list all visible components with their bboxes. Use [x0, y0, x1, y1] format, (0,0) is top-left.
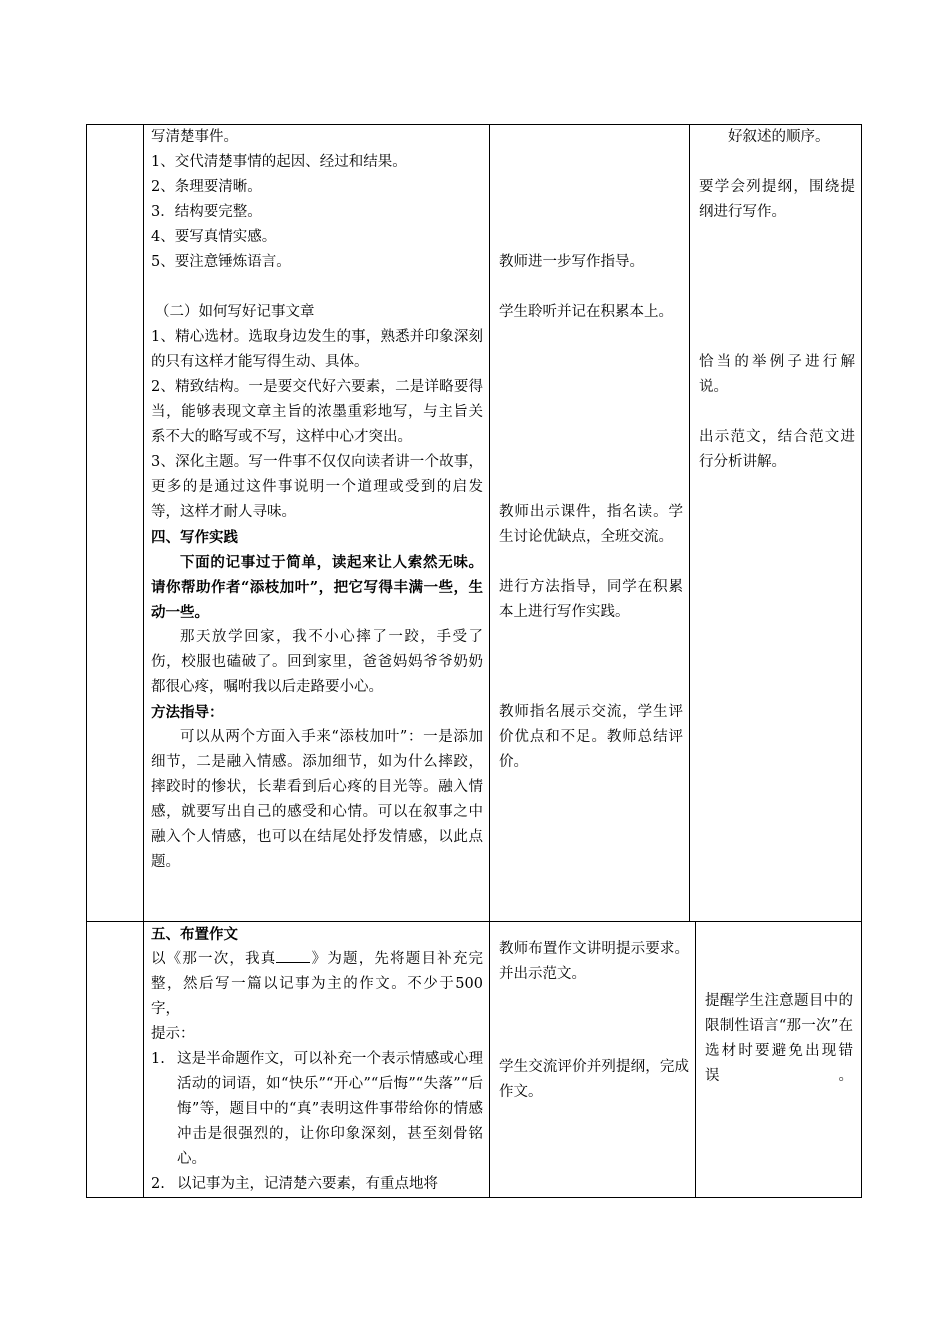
row2-right-cells: [490, 922, 862, 1198]
lesson-plan-table: [86, 124, 862, 1198]
hint-item-1: [151, 1047, 483, 1172]
intent-note-1: 好叙述的顺序。: [728, 129, 830, 145]
stage-cell: [87, 125, 144, 922]
method-title: 方法指导：: [151, 704, 224, 721]
intent-note-4: 出示范文，结合范文进行分析讲解。: [699, 429, 855, 470]
teacher-activity-cell: [490, 125, 690, 922]
intent-note-3: 恰当的举例子进行解说。: [699, 354, 855, 395]
table-row: [87, 125, 862, 922]
assignment-suffix: 》为题，先将题目补充完整，然后写一篇以记事为主的作文。不少于500字，: [151, 951, 484, 1017]
content-cell: [144, 125, 490, 922]
section4-title: 四、写作实践: [151, 529, 238, 546]
intent-note-5: 提醒学生注意题目中的限制性语言“那一次”在选材时要避免出现错误。: [705, 993, 853, 1084]
tip-2: 2、精致结构。一是要交代好六要素，二是详略要得当，能够表现文章主旨的浓墨重彩地写，与主旨关系不大的略写或不写，这样中心才突出。: [151, 379, 483, 445]
point-2: 2、条理要清晰。: [151, 179, 262, 195]
content-cell: [144, 922, 490, 1198]
teacher-note-1: 教师进一步写作指导。: [499, 254, 644, 270]
section5-title: 五、布置作文: [151, 926, 238, 943]
assignment-text: [151, 947, 483, 1022]
practice-story: 那天放学回家，我不小心摔了一跤，手受了伤，校服也磕破了。回到家里，爸爸妈妈爷爷奶奶都很心疼，嘱咐我以后走路要小心。: [151, 629, 483, 695]
design-intent-cell: [690, 125, 862, 922]
tip-1: 1、精心选材。选取身边发生的事，熟悉并印象深刻的只有这样才能写得生动、具体。: [151, 329, 483, 370]
point-1: 1、交代清楚事情的起因、经过和结果。: [151, 154, 407, 170]
stage-cell: [87, 922, 144, 1198]
method-text: 可以从两个方面入手来“添枝加叶”：一是添加细节，二是融入情感。添加细节，如为什么摔跤，摔跤时的惨状，长辈看到后心疼的目光等。融入情感，就要写出自己的感受和心情。可以在叙事之中融入个人情感，也可以在结尾处抒发情感，以此点题。: [151, 729, 483, 870]
point-4: 4、要写真情实感。: [151, 229, 277, 245]
assignment-prefix: 以《那一次，我真: [151, 951, 277, 967]
point-3: 3．结构要完整。: [151, 204, 262, 220]
hint-text: 以记事为主，记清楚六要素，有重点地将: [177, 1176, 438, 1192]
table-row: [87, 922, 862, 1198]
section2-title: （二）如何写好记事文章: [155, 304, 315, 320]
intro-text: 写清楚事件。: [151, 129, 238, 145]
hint-number: 1.: [151, 1051, 165, 1067]
tip-3: 3、深化主题。写一件事不仅仅向读者讲一个故事，更多的是通过这件事说明一个道理或受到的启发等，这样才耐人寻味。: [151, 454, 483, 520]
teacher-note-3: 教师出示课件，指名读。学生讨论优缺点，全班交流。: [499, 504, 683, 545]
teacher-note-6: 教师布置作文讲明提示要求。并出示范文。: [499, 941, 689, 982]
teacher-activity-cell: [490, 922, 696, 1197]
hint-text: 这是半命题作文，可以补充一个表示情感或心理活动的词语，如“快乐”“开心”“后悔”“失落”“后悔”等，题目中的“真”表明这件事带给你的情感冲击是很强烈的，让你印象深刻，甚至刻骨铭心。: [177, 1051, 483, 1167]
hint-number: 2.: [151, 1176, 165, 1192]
title-blank: [276, 948, 310, 963]
teacher-note-5: 教师指名展示交流，学生评价优点和不足。教师总结评价。: [499, 704, 683, 770]
hint-item-2: [151, 1172, 483, 1197]
teacher-note-2: 学生聆听并记在积累本上。: [499, 304, 673, 320]
teacher-note-7: 学生交流评价并列提纲，完成作文。: [499, 1059, 689, 1100]
intent-note-2: 要学会列提纲，围绕提纲进行写作。: [699, 179, 855, 220]
design-intent-cell: [696, 922, 861, 1197]
point-5: 5、要注意锤炼语言。: [151, 254, 291, 270]
hint-title: 提示：: [151, 1026, 195, 1042]
teacher-note-4: 进行方法指导，同学在积累本上进行写作实践。: [499, 579, 683, 620]
practice-task: 下面的记事过于简单，读起来让人索然无味。请你帮助作者“添枝加叶”，把它写得丰满一些，生动一些。: [151, 554, 483, 621]
